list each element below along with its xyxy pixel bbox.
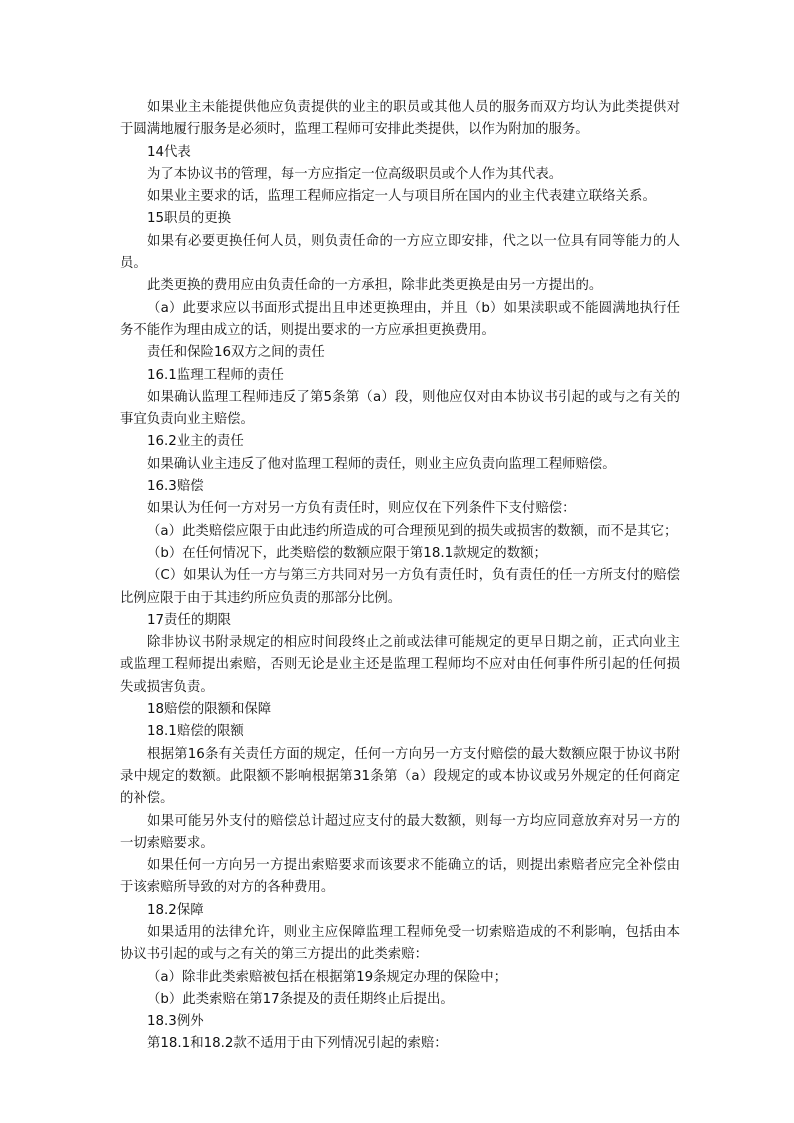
paragraph: 此类更换的费用应由负责任命的一方承担，除非此类更换是由另一方提出的。 [147, 278, 603, 294]
section-heading: 18赔偿的限额和保障 [147, 702, 272, 718]
paragraph: 如果确认业主违反了他对监理工程师的责任，则业主应负责向监理工程师赔偿。 [147, 456, 616, 472]
paragraph: 除非协议书附录规定的相应时间段终止之前或法律可能规定的更早日期之前，正式向业主或监理工程师提出索赔，否则无论是业主还是监理工程师均不应对由任何事件所引起的任何损失或损害负责。 [120, 635, 680, 695]
section-heading: 17责任的期限 [147, 612, 231, 628]
section-heading: 14代表 [147, 144, 191, 160]
paragraph: 为了本协议书的管理，每一方应指定一位高级职员或个人作为其代表。 [147, 166, 563, 182]
paragraph: 根据第16条有关责任方面的规定，任何一方向另一方支付赔偿的最大数额应限于协议书附录中规定的数额。此限额不影响根据第31条第（a）段规定的或本协议或另外规定的任何商定的补偿。 [120, 746, 680, 807]
paragraph: （b）此类索赔在第17条提及的责任期终止后提出。 [147, 991, 454, 1007]
section-heading: 18.1赔偿的限额 [147, 724, 244, 740]
paragraph: 如果任何一方向另一方提出索赔要求而该要求不能确立的话，则提出索赔者应完全补偿由于该索赔所导致的对方的各种费用。 [120, 858, 680, 896]
paragraph: 如果业主未能提供他应负责提供的业主的职员或其他人员的服务而双方均认为此类提供对于圆满地履行服务是必须时，监理工程师可安排此类提供，以作为附加的服务。 [120, 100, 680, 138]
paragraph: 如果业主要求的话，监理工程师应指定一人与项目所在国内的业主代表建立联络关系。 [147, 189, 656, 205]
section-heading: 16.2业主的责任 [147, 434, 244, 450]
section-heading: 18.2保障 [147, 902, 204, 918]
section-heading: 18.3例外 [147, 1014, 204, 1030]
paragraph: 如果有必要更换任何人员，则负责任命的一方应立即安排，代之以一位具有同等能力的人员。 [120, 233, 680, 272]
document-body [120, 97, 680, 1056]
paragraph: （a）此要求应以书面形式提出且申述更换理由，并且（b）如果渎职或不能圆满地执行任务不能作为理由成立的话，则提出要求的一方应承担更换费用。 [120, 300, 680, 338]
paragraph: 如果认为任何一方对另一方负有责任时，则应仅在下列条件下支付赔偿： [147, 501, 576, 517]
section-heading: 16.1监理工程师的责任 [147, 367, 284, 383]
paragraph: 如果可能另外支付的赔偿总计超过应支付的最大数额，则每一方均应同意放弃对另一方的一切索赔要求。 [120, 813, 680, 851]
section-heading: 15职员的更换 [147, 211, 231, 227]
paragraph: （a）除非此类索赔被包括在根据第19条规定办理的保险中； [147, 969, 508, 985]
section-heading: 责任和保险16双方之间的责任 [147, 345, 325, 361]
paragraph: （a）此类赔偿应限于由此违约所造成的可合理预见到的损失或损害的数额，而不是其它； [147, 523, 678, 539]
paragraph: 第18.1和18.2款不适用于由下列情况引起的索赔： [147, 1036, 448, 1052]
paragraph: 如果适用的法律允许，则业主应保障监理工程师免受一切索赔造成的不利影响，包括由本协议书引起的或与之有关的第三方提出的此类索赔： [120, 924, 680, 963]
paragraph: 如果确认监理工程师违反了第5条第（a）段，则他应仅对由本协议书引起的或与之有关的事宜负责向业主赔偿。 [120, 389, 680, 428]
paragraph: （C）如果认为任一方与第三方共同对另一方负有责任时，负有责任的任一方所支付的赔偿比例应限于由于其违约所应负责的那部分比例。 [120, 568, 680, 606]
paragraph: （b）在任何情况下，此类赔偿的数额应限于第18.1款规定的数额； [147, 545, 547, 561]
section-heading: 16.3赔偿 [147, 479, 204, 495]
